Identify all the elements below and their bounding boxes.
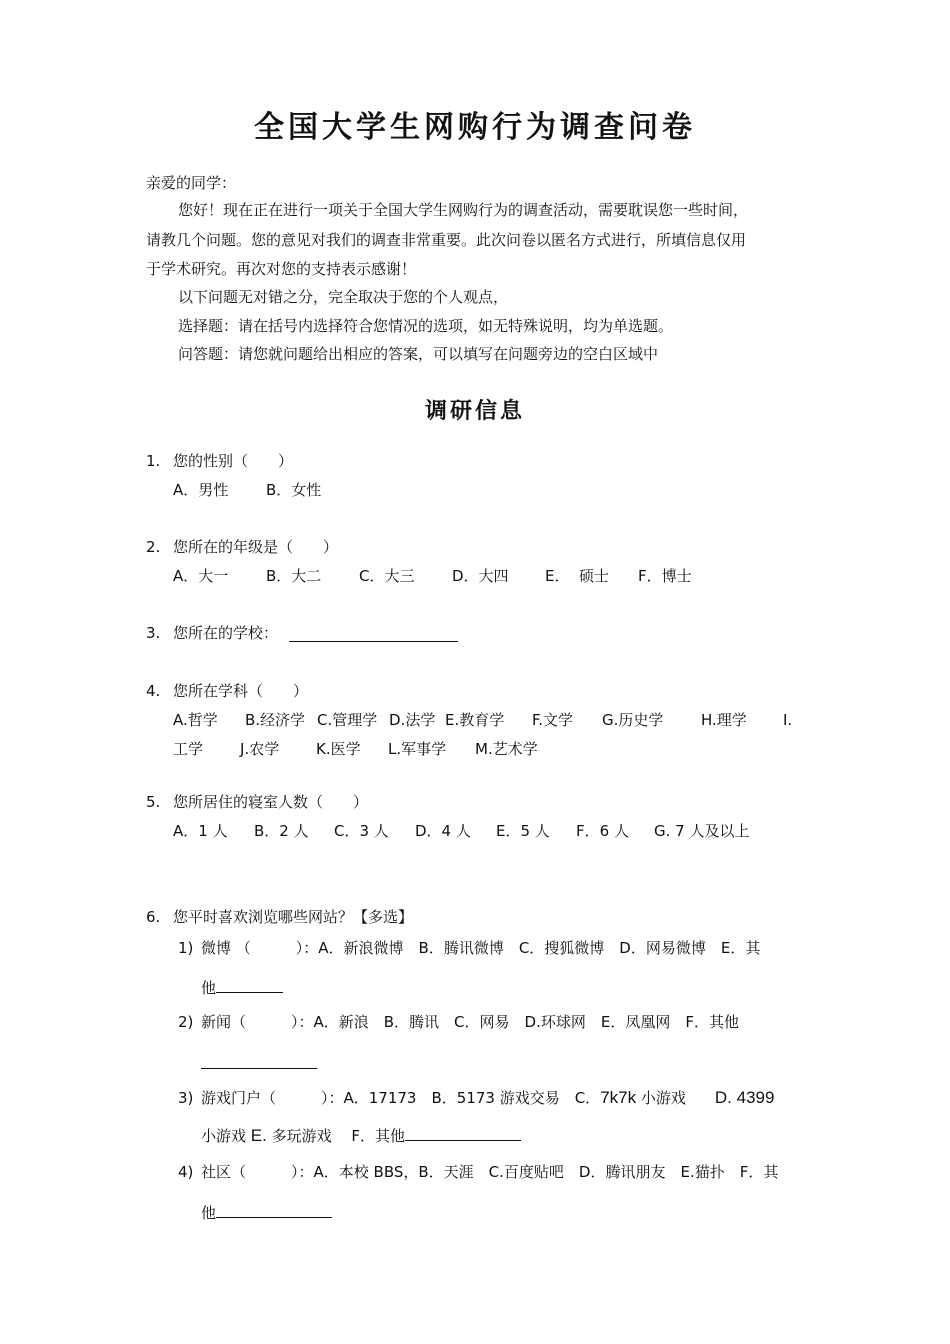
q4-option-d[interactable]: D.法学 [389,711,436,729]
intro-line-5: 选择题：请在括号内选择符合您情况的选项，如无特殊说明，均为单选题。 [178,317,674,335]
q6-2-number: 2) [178,1013,194,1031]
q4-option-g[interactable]: G.历史学 [602,711,664,729]
section-title: 调研信息 [424,398,525,424]
q4-option-i-label[interactable]: 工学 [173,740,204,758]
q4-option-m[interactable]: M.艺术学 [475,740,538,758]
q4-option-b[interactable]: B.经济学 [245,711,306,729]
q6-3-text: 游戏门户（ ）：A．17173 B．5173 游戏交易 C． [201,1089,601,1107]
q5-option-a[interactable]: A．1 人 [173,822,228,840]
q6-3-7k7k: 7k7k [600,1088,637,1107]
q5-option-b[interactable]: B．2 人 [254,822,309,840]
q4-option-e[interactable]: E.教育学 [445,711,505,729]
q1-text[interactable]: 您的性别（ ） [173,452,294,470]
q6-4-other [201,1203,332,1221]
q6-3-mini: 小游戏 [636,1089,701,1107]
q2-option-b[interactable]: B．大二 [266,567,322,585]
q2-option-c[interactable]: C．大三 [359,567,415,585]
q6-2-text[interactable]: 新闻（ ）：A．新浪 B．腾讯 C．网易 D.环球网 E．凤凰网 F．其他 [201,1013,739,1031]
q6-text: 您平时喜欢浏览哪些网站？【多选】 [173,908,414,926]
q6-3-line[interactable] [201,1089,774,1106]
q2-option-e-label[interactable]: 硕士 [579,567,610,585]
q2-text[interactable]: 您所在的年级是（ ） [173,538,339,556]
q6-3-number: 3) [178,1089,194,1107]
q6-3-e: E. [250,1126,267,1145]
q5-option-c[interactable]: C．3 人 [334,822,389,840]
q4-option-c[interactable]: C.管理学 [317,711,378,729]
q6-4-other-field[interactable] [216,1203,332,1218]
q1-option-b[interactable]: B．女性 [266,481,322,499]
q2-option-e[interactable]: E． [545,567,570,585]
q6-3-other-field[interactable] [405,1126,521,1141]
q4-option-k[interactable]: K.医学 [316,740,361,758]
q4-option-l[interactable]: L.军事学 [388,740,447,758]
greeting: 亲爱的同学： [146,174,237,192]
q6-4-text[interactable]: 社区（ ）：A．本校 BBS，B．天涯 C.百度贴吧 D．腾讯朋友 E.猫扑 F．其 [201,1163,779,1181]
q6-3-cont-3: 多玩游戏 F．其他 [266,1127,406,1145]
q6-3-cont-1: 小游戏 [201,1127,251,1145]
q4-option-a[interactable]: A.哲学 [173,711,218,729]
q5-option-e[interactable]: E．5 人 [496,822,550,840]
q1-option-a[interactable]: A．男性 [173,481,229,499]
q6-1-number: 1) [178,939,194,957]
q4-option-h[interactable]: H.理学 [701,711,747,729]
q2-number: 2. [146,538,161,556]
q1-number: 1. [146,452,161,470]
q6-1-other-label: 他 [201,979,217,997]
intro-line-6: 问答题：请您就问题给出相应的答案，可以填写在问题旁边的空白区域中 [178,345,659,363]
q4-option-j[interactable]: J.农学 [240,740,280,758]
q6-3-line-2[interactable] [201,1126,521,1144]
q2-option-a[interactable]: A．大一 [173,567,229,585]
q6-1-other [201,978,283,996]
q4-option-f[interactable]: F.文学 [532,711,573,729]
q3-school-field[interactable] [289,626,458,642]
q6-1-text[interactable]: 微博 （ ）：A．新浪微博 B．腾讯微博 C．搜狐微博 D．网易微博 E．其 [201,939,761,957]
intro-line-2: 请教几个问题。您的意见对我们的调查非常重要。此次问卷以匿名方式进行，所填信息仅用 [146,231,747,249]
q6-number: 6. [146,908,161,926]
q6-3-4399: D. 4399 [714,1088,775,1107]
page-title: 全国大学生网购行为调查问卷 [254,110,696,145]
q5-option-g[interactable]: G. 7 人及以上 [654,822,750,840]
q5-text[interactable]: 您所居住的寝室人数（ ） [173,793,369,811]
q2-option-d[interactable]: D．大四 [452,567,509,585]
intro-line-1: 您好！现在正在进行一项关于全国大学生网购行为的调查活动，需要耽误您一些时间， [178,201,749,219]
intro-line-4: 以下问题无对错之分，完全取决于您的个人观点， [178,288,509,306]
q5-number: 5. [146,793,161,811]
q5-option-f[interactable]: F．6 人 [576,822,629,840]
q4-number: 4. [146,682,161,700]
q6-4-number: 4) [178,1163,194,1181]
q4-text[interactable]: 您所在学科（ ） [173,682,309,700]
q3-number: 3. [146,624,161,642]
q4-option-i[interactable]: I. [783,711,793,729]
q5-option-d[interactable]: D．4 人 [415,822,471,840]
q6-2-other-field[interactable] [201,1053,317,1069]
q6-4-other-label: 他 [201,1204,217,1222]
q6-1-other-field[interactable] [216,978,283,993]
intro-line-3: 于学术研究。再次对您的支持表示感谢！ [146,260,417,278]
q3-text: 您所在的学校： [173,624,279,642]
q2-option-f[interactable]: F．博士 [638,567,692,585]
